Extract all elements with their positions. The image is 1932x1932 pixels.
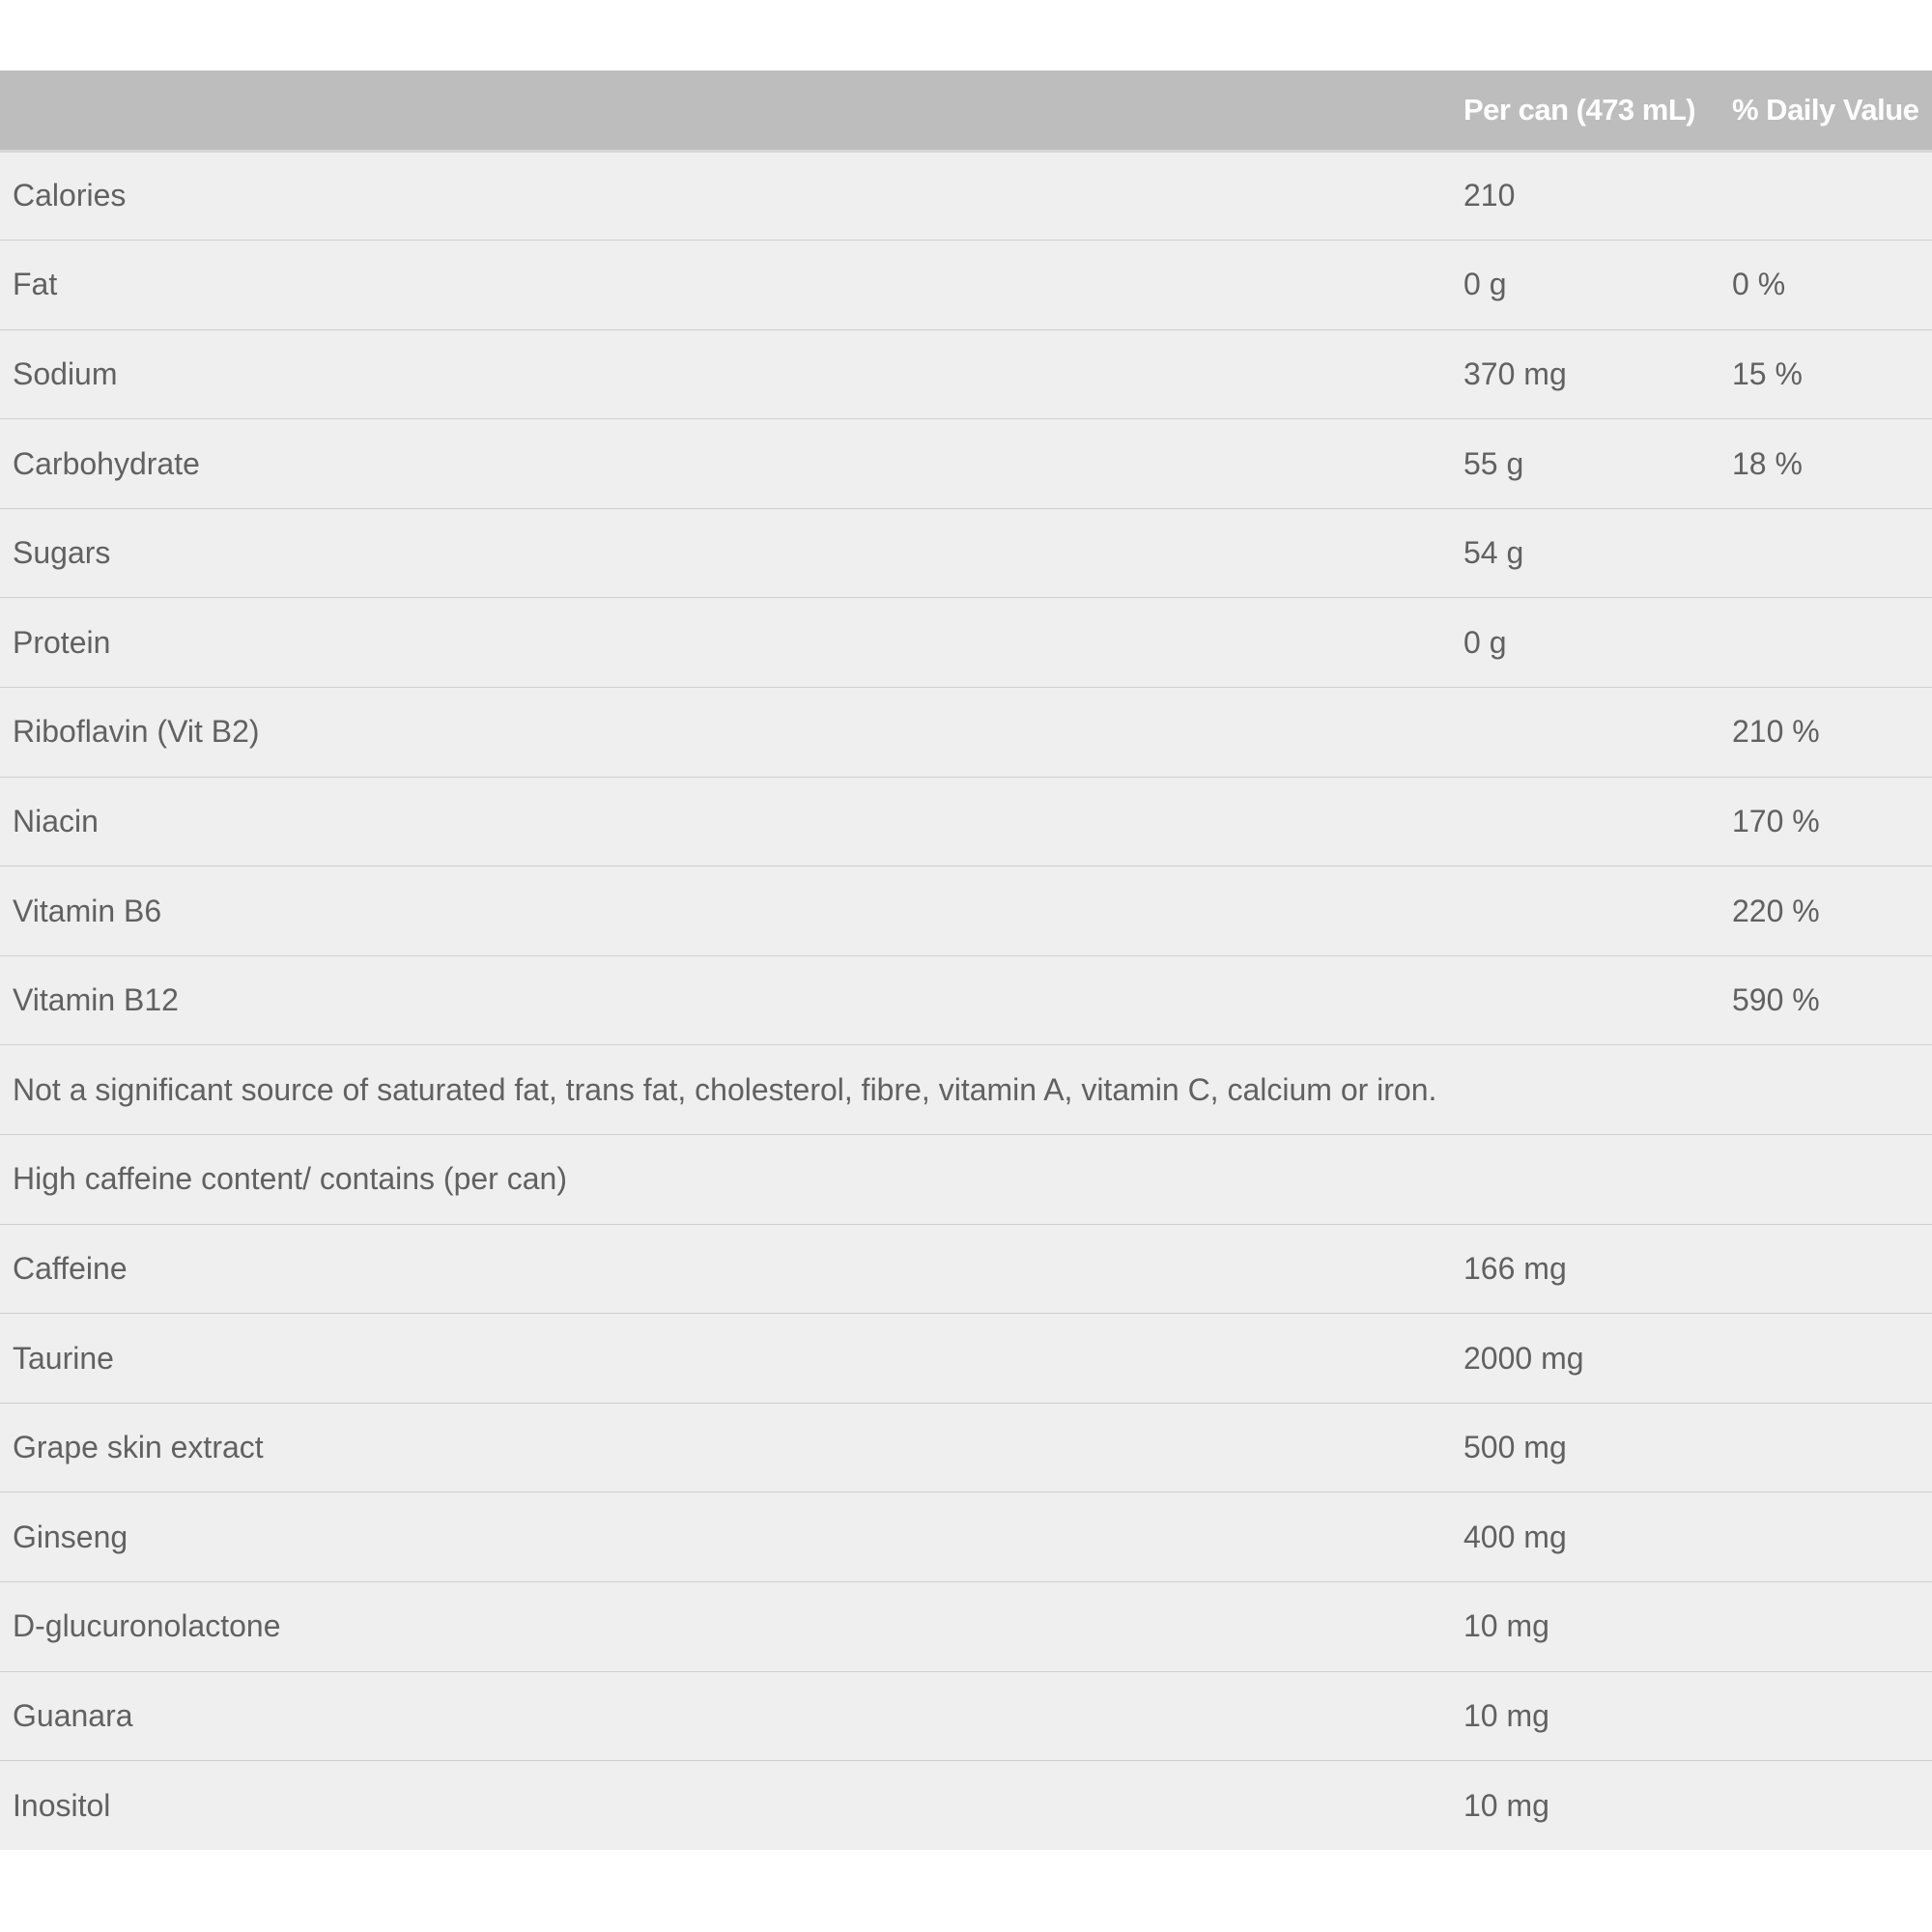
ingredient-amount: 400 mg	[1449, 1492, 1718, 1582]
nutrient-name: Sugars	[0, 508, 1449, 598]
empty-cell	[1718, 1492, 1932, 1582]
ingredient-name: Ginseng	[0, 1492, 1449, 1582]
nutrient-amount: 55 g	[1449, 419, 1718, 509]
ingredient-name: Grape skin extract	[0, 1403, 1449, 1492]
nutrient-amount: 0 g	[1449, 598, 1718, 688]
nutrient-daily-value: 590 %	[1718, 955, 1932, 1045]
nutrient-name: Vitamin B12	[0, 955, 1449, 1045]
ingredient-name: Taurine	[0, 1314, 1449, 1404]
nutrient-amount: 54 g	[1449, 508, 1718, 598]
header-per-can: Per can (473 mL)	[1463, 92, 1696, 127]
empty-cell	[1718, 1314, 1932, 1404]
nutrient-name: Vitamin B6	[0, 867, 1449, 956]
table-row	[0, 955, 1932, 1045]
nutrient-name: Carbohydrate	[0, 419, 1449, 509]
table-row	[0, 1761, 1932, 1851]
nutrient-daily-value: 220 %	[1718, 867, 1932, 956]
table-row	[0, 1582, 1932, 1672]
nutrient-name: Riboflavin (Vit B2)	[0, 688, 1449, 778]
table-row	[0, 329, 1932, 419]
nutrient-daily-value: 15 %	[1718, 329, 1932, 419]
table-row	[0, 241, 1932, 330]
table-row	[0, 867, 1932, 956]
nutrient-name: Calories	[0, 151, 1449, 241]
table-row	[0, 1314, 1932, 1404]
table-body	[0, 151, 1932, 1850]
table-row	[0, 598, 1932, 688]
header-row	[0, 71, 1932, 151]
table-row	[0, 1224, 1932, 1314]
table-row	[0, 508, 1932, 598]
significance-note: Not a significant source of saturated fat, trans fat, cholesterol, fibre, vitamin A, vitamin C, calcium or iron.	[0, 1045, 1932, 1135]
nutrient-daily-value: 210 %	[1718, 688, 1932, 778]
ingredient-amount: 10 mg	[1449, 1761, 1718, 1851]
table-header	[0, 71, 1932, 151]
ingredient-amount: 166 mg	[1449, 1224, 1718, 1314]
nutrient-name: Fat	[0, 241, 1449, 330]
ingredient-name: D-glucuronolactone	[0, 1582, 1449, 1672]
empty-cell	[1718, 1671, 1932, 1761]
ingredient-amount: 10 mg	[1449, 1671, 1718, 1761]
nutrient-daily-value: 18 %	[1718, 419, 1932, 509]
nutrient-amount	[1449, 777, 1718, 867]
nutrient-name: Niacin	[0, 777, 1449, 867]
nutrient-daily-value: 0 %	[1718, 241, 1932, 330]
nutrient-amount: 210	[1449, 151, 1718, 241]
empty-cell	[1718, 1761, 1932, 1851]
nutrient-daily-value	[1718, 508, 1932, 598]
ingredient-amount: 500 mg	[1449, 1403, 1718, 1492]
table-row	[0, 777, 1932, 867]
nutrient-daily-value: 170 %	[1718, 777, 1932, 867]
table-row	[0, 419, 1932, 509]
nutrient-name: Protein	[0, 598, 1449, 688]
table-row	[0, 1671, 1932, 1761]
nutrient-amount	[1449, 867, 1718, 956]
note-row	[0, 1045, 1932, 1135]
header-daily-value: % Daily Value	[1732, 92, 1919, 127]
ingredient-name: Guanara	[0, 1671, 1449, 1761]
ingredient-name: Inositol	[0, 1761, 1449, 1851]
nutrient-amount	[1449, 955, 1718, 1045]
caffeine-heading-row	[0, 1135, 1932, 1225]
nutrition-facts-table	[0, 71, 1932, 1850]
empty-cell	[1718, 1224, 1932, 1314]
table-row	[0, 1403, 1932, 1492]
header-nutrient	[0, 71, 1449, 151]
table-row	[0, 151, 1932, 241]
nutrient-amount: 0 g	[1449, 241, 1718, 330]
empty-cell	[1718, 1403, 1932, 1492]
nutrient-name: Sodium	[0, 329, 1449, 419]
table-row	[0, 688, 1932, 778]
nutrient-amount	[1449, 688, 1718, 778]
table-row	[0, 1492, 1932, 1582]
empty-cell	[1718, 1582, 1932, 1672]
ingredient-amount: 2000 mg	[1449, 1314, 1718, 1404]
nutrient-amount: 370 mg	[1449, 329, 1718, 419]
nutrient-daily-value	[1718, 151, 1932, 241]
nutrient-daily-value	[1718, 598, 1932, 688]
ingredient-name: Caffeine	[0, 1224, 1449, 1314]
caffeine-heading: High caffeine content/ contains (per can)	[0, 1135, 1932, 1225]
ingredient-amount: 10 mg	[1449, 1582, 1718, 1672]
